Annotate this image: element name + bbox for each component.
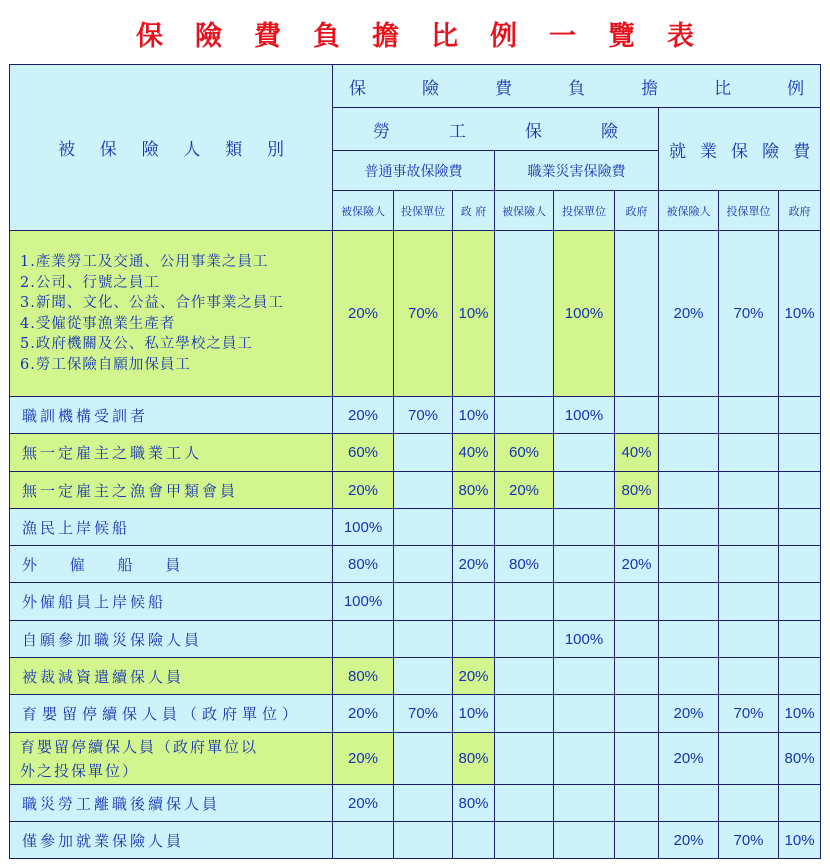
value-cell bbox=[615, 695, 659, 733]
value-cell bbox=[554, 546, 615, 583]
value-cell bbox=[554, 434, 615, 472]
value-cell bbox=[495, 733, 554, 785]
value-cell bbox=[779, 509, 821, 546]
category-cell: 漁民上岸候船 bbox=[10, 509, 333, 546]
value-cell bbox=[554, 822, 615, 859]
subheader-employer: 投保單位 bbox=[719, 191, 779, 231]
value-cell bbox=[495, 658, 554, 695]
subheader-insured: 被保險人 bbox=[333, 191, 394, 231]
value-cell bbox=[615, 733, 659, 785]
value-cell bbox=[554, 785, 615, 822]
value-cell: 20% bbox=[659, 822, 719, 859]
value-cell: 10% bbox=[779, 231, 821, 397]
category-cell: 育嬰留停續保人員（政府單位） bbox=[10, 695, 333, 733]
value-cell bbox=[615, 658, 659, 695]
value-cell bbox=[659, 785, 719, 822]
value-cell: 20% bbox=[333, 785, 394, 822]
value-cell bbox=[333, 621, 394, 658]
value-cell bbox=[394, 822, 453, 859]
value-cell bbox=[554, 695, 615, 733]
header-category: 被保險人類別 bbox=[10, 65, 333, 231]
value-cell bbox=[554, 509, 615, 546]
value-cell: 20% bbox=[659, 733, 719, 785]
value-cell bbox=[719, 397, 779, 434]
value-cell bbox=[615, 583, 659, 621]
value-cell: 100% bbox=[333, 583, 394, 621]
value-cell: 80% bbox=[333, 546, 394, 583]
value-cell bbox=[554, 658, 615, 695]
value-cell: 70% bbox=[719, 822, 779, 859]
value-cell bbox=[453, 509, 495, 546]
subheader-government: 政 府 bbox=[453, 191, 495, 231]
value-cell bbox=[615, 397, 659, 434]
value-cell: 70% bbox=[394, 397, 453, 434]
value-cell bbox=[719, 733, 779, 785]
value-cell bbox=[495, 583, 554, 621]
category-cell: 無一定雇主之職業工人 bbox=[10, 434, 333, 472]
value-cell bbox=[394, 434, 453, 472]
category-cell: 無一定雇主之漁會甲類會員 bbox=[10, 472, 333, 509]
value-cell bbox=[779, 583, 821, 621]
value-cell bbox=[659, 583, 719, 621]
value-cell bbox=[453, 822, 495, 859]
value-cell bbox=[719, 621, 779, 658]
value-cell bbox=[333, 822, 394, 859]
table-row bbox=[10, 785, 821, 822]
table-row bbox=[10, 397, 821, 434]
value-cell: 10% bbox=[453, 231, 495, 397]
value-cell bbox=[719, 785, 779, 822]
category-cell: 1.產業勞工及交通、公用事業之員工 2.公司、行號之員工 3.新聞、文化、公益、合作事業之員工 4.受僱從事漁業生產者 5.政府機關及公、私立學校之員工 6.勞工保險自願加保員工 bbox=[10, 231, 333, 397]
value-cell: 40% bbox=[615, 434, 659, 472]
value-cell: 70% bbox=[394, 695, 453, 733]
value-cell bbox=[659, 397, 719, 434]
value-cell bbox=[659, 472, 719, 509]
subheader-government: 政府 bbox=[779, 191, 821, 231]
value-cell: 20% bbox=[333, 733, 394, 785]
value-cell: 100% bbox=[554, 621, 615, 658]
value-cell bbox=[394, 509, 453, 546]
subheader-insured: 被保險人 bbox=[495, 191, 554, 231]
value-cell: 100% bbox=[554, 397, 615, 434]
value-cell bbox=[495, 822, 554, 859]
value-cell bbox=[615, 621, 659, 658]
value-cell: 20% bbox=[453, 658, 495, 695]
premium-ratio-table bbox=[9, 64, 821, 859]
value-cell bbox=[394, 472, 453, 509]
category-cell: 被裁減資遣續保人員 bbox=[10, 658, 333, 695]
value-cell: 80% bbox=[333, 658, 394, 695]
subheader-insured: 被保險人 bbox=[659, 191, 719, 231]
value-cell bbox=[495, 695, 554, 733]
value-cell: 70% bbox=[719, 231, 779, 397]
table-row bbox=[10, 695, 821, 733]
value-cell: 10% bbox=[453, 695, 495, 733]
value-cell: 60% bbox=[495, 434, 554, 472]
value-cell: 100% bbox=[333, 509, 394, 546]
value-cell bbox=[394, 546, 453, 583]
value-cell bbox=[554, 472, 615, 509]
value-cell bbox=[659, 509, 719, 546]
value-cell: 70% bbox=[719, 695, 779, 733]
value-cell bbox=[719, 546, 779, 583]
value-cell: 60% bbox=[333, 434, 394, 472]
value-cell: 20% bbox=[495, 472, 554, 509]
value-cell bbox=[779, 434, 821, 472]
page-title: 保險費負擔比例一覽表 bbox=[136, 21, 726, 52]
header-employment-insurance: 就業保險費 bbox=[659, 108, 821, 191]
category-cell: 育嬰留停續保人員（政府單位以 外之投保單位） bbox=[10, 733, 333, 785]
value-cell: 80% bbox=[779, 733, 821, 785]
value-cell: 80% bbox=[453, 472, 495, 509]
value-cell bbox=[615, 785, 659, 822]
value-cell bbox=[719, 434, 779, 472]
table-row bbox=[10, 231, 821, 397]
value-cell: 80% bbox=[453, 785, 495, 822]
table-row bbox=[10, 621, 821, 658]
value-cell bbox=[659, 658, 719, 695]
table-row bbox=[10, 583, 821, 621]
value-cell: 40% bbox=[453, 434, 495, 472]
header-ratio: 保險費負擔比例 bbox=[333, 65, 821, 108]
value-cell bbox=[659, 621, 719, 658]
value-cell: 20% bbox=[659, 231, 719, 397]
header-occupational-accident: 職業災害保險費 bbox=[495, 151, 659, 191]
subheader-government: 政府 bbox=[615, 191, 659, 231]
table-row bbox=[10, 658, 821, 695]
value-cell bbox=[554, 733, 615, 785]
table-row bbox=[10, 733, 821, 785]
value-cell bbox=[719, 472, 779, 509]
value-cell: 80% bbox=[615, 472, 659, 509]
value-cell bbox=[615, 822, 659, 859]
value-cell: 20% bbox=[659, 695, 719, 733]
value-cell bbox=[719, 658, 779, 695]
category-cell: 僅參加就業保險人員 bbox=[10, 822, 333, 859]
value-cell bbox=[779, 658, 821, 695]
value-cell bbox=[779, 546, 821, 583]
value-cell: 10% bbox=[453, 397, 495, 434]
category-cell: 職訓機構受訓者 bbox=[10, 397, 333, 434]
value-cell bbox=[719, 509, 779, 546]
value-cell bbox=[394, 733, 453, 785]
value-cell bbox=[495, 509, 554, 546]
category-cell: 自願參加職災保險人員 bbox=[10, 621, 333, 658]
table-row bbox=[10, 822, 821, 859]
value-cell bbox=[453, 583, 495, 621]
value-cell: 20% bbox=[333, 231, 394, 397]
table-row bbox=[10, 546, 821, 583]
value-cell bbox=[615, 509, 659, 546]
value-cell bbox=[453, 621, 495, 658]
value-cell bbox=[495, 621, 554, 658]
value-cell: 80% bbox=[453, 733, 495, 785]
header-labor-insurance: 勞工保險 bbox=[333, 108, 659, 151]
value-cell bbox=[495, 231, 554, 397]
value-cell bbox=[554, 583, 615, 621]
value-cell bbox=[779, 472, 821, 509]
table-row bbox=[10, 472, 821, 509]
value-cell bbox=[779, 397, 821, 434]
value-cell bbox=[779, 785, 821, 822]
category-cell: 職災勞工離職後續保人員 bbox=[10, 785, 333, 822]
table-row bbox=[10, 434, 821, 472]
subheader-employer: 投保單位 bbox=[394, 191, 453, 231]
value-cell bbox=[495, 785, 554, 822]
value-cell: 20% bbox=[333, 472, 394, 509]
header-ordinary-accident: 普通事故保險費 bbox=[333, 151, 495, 191]
value-cell bbox=[394, 621, 453, 658]
value-cell bbox=[719, 583, 779, 621]
value-cell bbox=[495, 397, 554, 434]
value-cell: 80% bbox=[495, 546, 554, 583]
category-cell: 外 僱 船 員 bbox=[10, 546, 333, 583]
value-cell: 100% bbox=[554, 231, 615, 397]
value-cell: 20% bbox=[333, 695, 394, 733]
category-cell: 外僱船員上岸候船 bbox=[10, 583, 333, 621]
subheader-employer: 投保單位 bbox=[554, 191, 615, 231]
value-cell: 20% bbox=[615, 546, 659, 583]
value-cell: 10% bbox=[779, 695, 821, 733]
value-cell bbox=[394, 583, 453, 621]
value-cell: 20% bbox=[453, 546, 495, 583]
value-cell: 10% bbox=[779, 822, 821, 859]
value-cell bbox=[779, 621, 821, 658]
value-cell bbox=[659, 546, 719, 583]
value-cell: 70% bbox=[394, 231, 453, 397]
value-cell bbox=[394, 658, 453, 695]
value-cell: 20% bbox=[333, 397, 394, 434]
value-cell bbox=[394, 785, 453, 822]
value-cell bbox=[615, 231, 659, 397]
table-row bbox=[10, 509, 821, 546]
value-cell bbox=[659, 434, 719, 472]
